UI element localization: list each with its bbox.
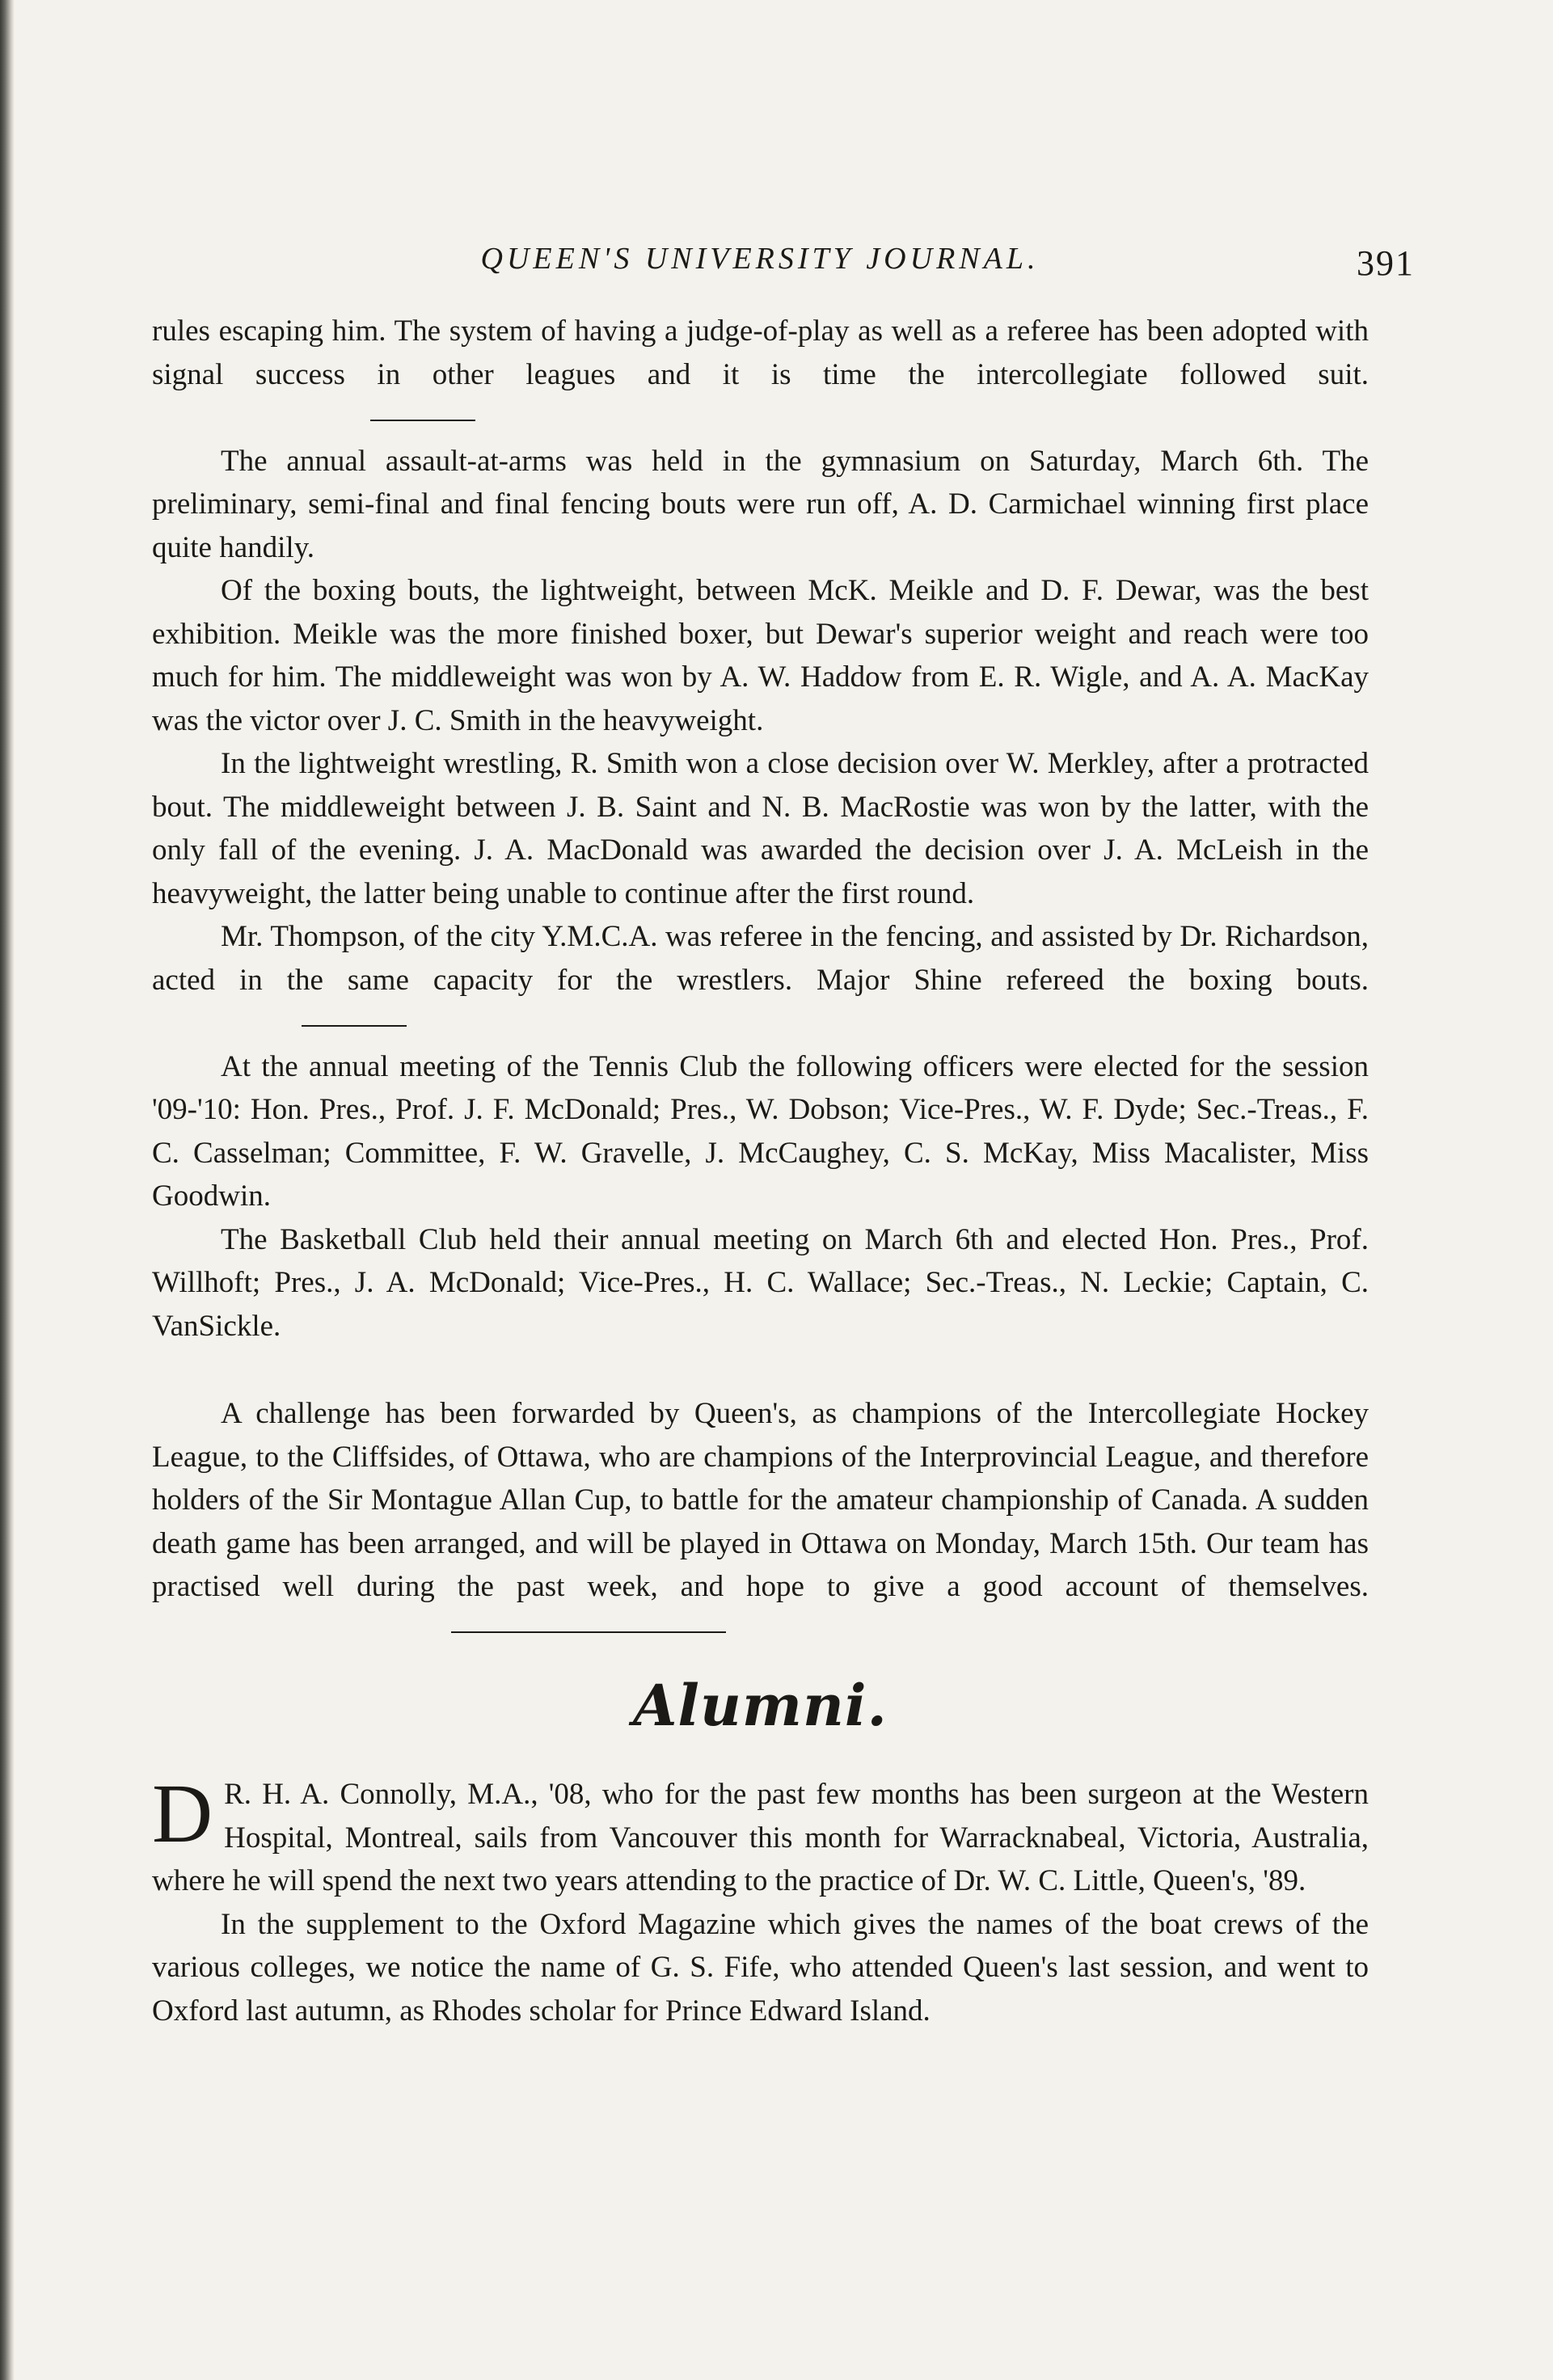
paragraph-boxing: Of the boxing bouts, the lightweight, between McK. Meikle and D. F. Dewar, was the best exhibition. Meikle was the more finished boxer, but Dewar's superior weight and reach were too much for him. The middleweight was won by A. W. Haddow from E. R. Wigle, and A. A. MacKay was the victor over J. C. Smith in the heavyweight. [152,574,1369,737]
section-divider [451,1631,726,1633]
paragraph-tennis-club: At the annual meeting of the Tennis Club the following officers were elected for the session '09-'10: Hon. Pres., Prof. J. F. McDonald; Pres., W. Dobson; Vice-Pres., W. F. Dyde; Sec.-Treas., F. C. Casselman; Committee, F. W. Gravelle, J. McCaughey, C. S. McKay, Miss Macalister, Miss Goodwin. [152,1049,1369,1213]
drop-cap: D [152,1767,213,1860]
alumni-heading: Alumni. [633,1672,888,1739]
paragraph-text: Mr. Thompson, of the city Y.M.C.A. was referee in the fencing, and assisted by Dr. Richardson, acted in the same capacity for the wrestlers. Major Shine refereed the boxing bouts. [152,920,1369,997]
text-column [152,310,1369,2032]
spacer [152,1348,1369,1392]
paragraph-hockey-challenge [152,1392,1369,1652]
journal-title: QUEEN'S UNIVERSITY JOURNAL. [480,242,1040,276]
paragraph-referee [152,310,1369,440]
paragraph-wrestling: In the lightweight wrestling, R. Smith won a close decision over W. Merkley, after a protracted bout. The middleweight between J. B. Saint and N. B. MacRostie was won by the latter, with the only fall of the evening. J. A. MacDonald was awarded the decision over J. A. McLeish in the heavyweight, the latter being unable to continue after the first round. [152,747,1369,910]
paragraph-text: rules escaping him. The system of having a judge-of-play as well as a referee has been adopted with signal success in other leagues and it is time the intercollegiate followed suit. [152,314,1369,391]
paragraph-fife: In the supplement to the Oxford Magazine which gives the names of the boat crews of the various colleges, we notice the name of G. S. Fife, who attended Queen's last session, and went to Oxford last autumn, as Rhodes scholar for Prince Edward Island. [152,1907,1369,2028]
paragraph-text: A challenge has been forwarded by Queen's, as champions of the Intercollegiate Hockey League, to the Cliffsides, of Ottawa, who are champions of the Interprovincial League, and therefore holders of the Sir Montague Allan Cup, to battle for the amateur championship of Canada. A sudden death game has been arranged, and will be played in Ottawa on Monday, March 15th. Our team has practised well during the past week, and hope to give a good account of themselves. [152,1397,1369,1603]
paragraph-connolly [152,1767,1369,1903]
paragraph-assault-at-arms: The annual assault-at-arms was held in the gymnasium on Saturday, March 6th. The preliminary, semi-final and final fencing bouts were run off, A. D. Carmichael winning first place quite handily. [152,444,1369,564]
section-divider [370,420,475,421]
running-head [154,234,1415,283]
page-number: 391 [1357,243,1415,283]
page-binding-edge [0,0,15,2380]
paragraph-basketball-club: The Basketball Club held their annual meeting on March 6th and elected Hon. Pres., Prof. Willhoft; Pres., J. A. McDonald; Vice-Pres., H. C. Wallace; Sec.-Treas., N. Leckie; Captain, C. VanSickle. [152,1222,1369,1343]
section-divider [302,1025,407,1027]
paragraph-text: R. H. A. Connolly, M.A., '08, who for the past few months has been surgeon at the Western Hospital, Montreal, sails from Vancouver this month for Warracknabeal, Victoria, Australia, where he will spend the next two years attending to the practice of Dr. W. C. Little, Queen's, '89. [152,1778,1369,1897]
paragraph-officials [152,915,1369,1045]
